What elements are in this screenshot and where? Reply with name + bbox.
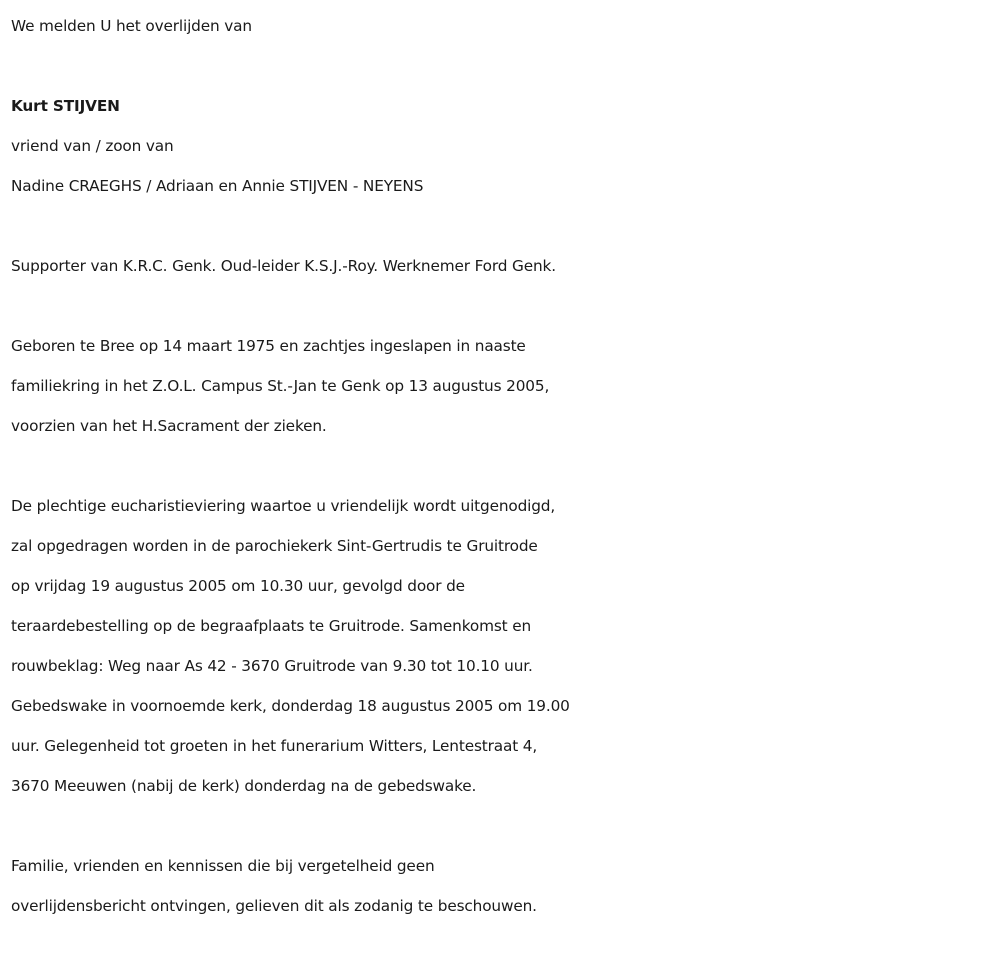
intro-line: We melden U het overlijden van (11, 17, 252, 35)
paragraph-line: op vrijdag 19 augustus 2005 om 10.30 uur, gevolgd door de (11, 577, 465, 595)
deceased-name: Kurt STIJVEN (11, 97, 120, 115)
paragraph-line: rouwbeklag: Weg naar As 42 - 3670 Gruitrode van 9.30 tot 10.10 uur. (11, 657, 533, 675)
death-announcement (11, 0, 996, 926)
paragraph-line: Geboren te Bree op 14 maart 1975 en zachtjes ingeslapen in naaste (11, 337, 526, 355)
paragraph-line: Familie, vrienden en kennissen die bij vergetelheid geen (11, 857, 435, 875)
birth-death-paragraph (11, 326, 996, 446)
paragraph-line: overlijdensbericht ontvingen, gelieven dit als zodanig te beschouwen. (11, 897, 537, 915)
relation-line: vriend van / zoon van (11, 137, 174, 155)
bio-line: Supporter van K.R.C. Genk. Oud-leider K.S.J.-Roy. Werknemer Ford Genk. (11, 257, 556, 275)
paragraph-line: voorzien van het H.Sacrament der zieken. (11, 417, 327, 435)
paragraph-line: De plechtige eucharistieviering waartoe u vriendelijk wordt uitgenodigd, (11, 497, 556, 515)
relatives-line: Nadine CRAEGHS / Adriaan en Annie STIJVEN - NEYENS (11, 177, 424, 195)
paragraph-line: teraardebestelling op de begraafplaats te Gruitrode. Samenkomst en (11, 617, 532, 635)
paragraph-line: familiekring in het Z.O.L. Campus St.-Jan te Genk op 13 augustus 2005, (11, 377, 550, 395)
paragraph-line: Gebedswake in voornoemde kerk, donderdag 18 augustus 2005 om 19.00 (11, 697, 570, 715)
paragraph-line: zal opgedragen worden in de parochiekerk Sint-Gertrudis te Gruitrode (11, 537, 538, 555)
paragraph-line: uur. Gelegenheid tot groeten in het funerarium Witters, Lentestraat 4, (11, 737, 538, 755)
ceremony-paragraph (11, 486, 996, 806)
closing-paragraph (11, 846, 996, 926)
paragraph-line: 3670 Meeuwen (nabij de kerk) donderdag na de gebedswake. (11, 777, 477, 795)
